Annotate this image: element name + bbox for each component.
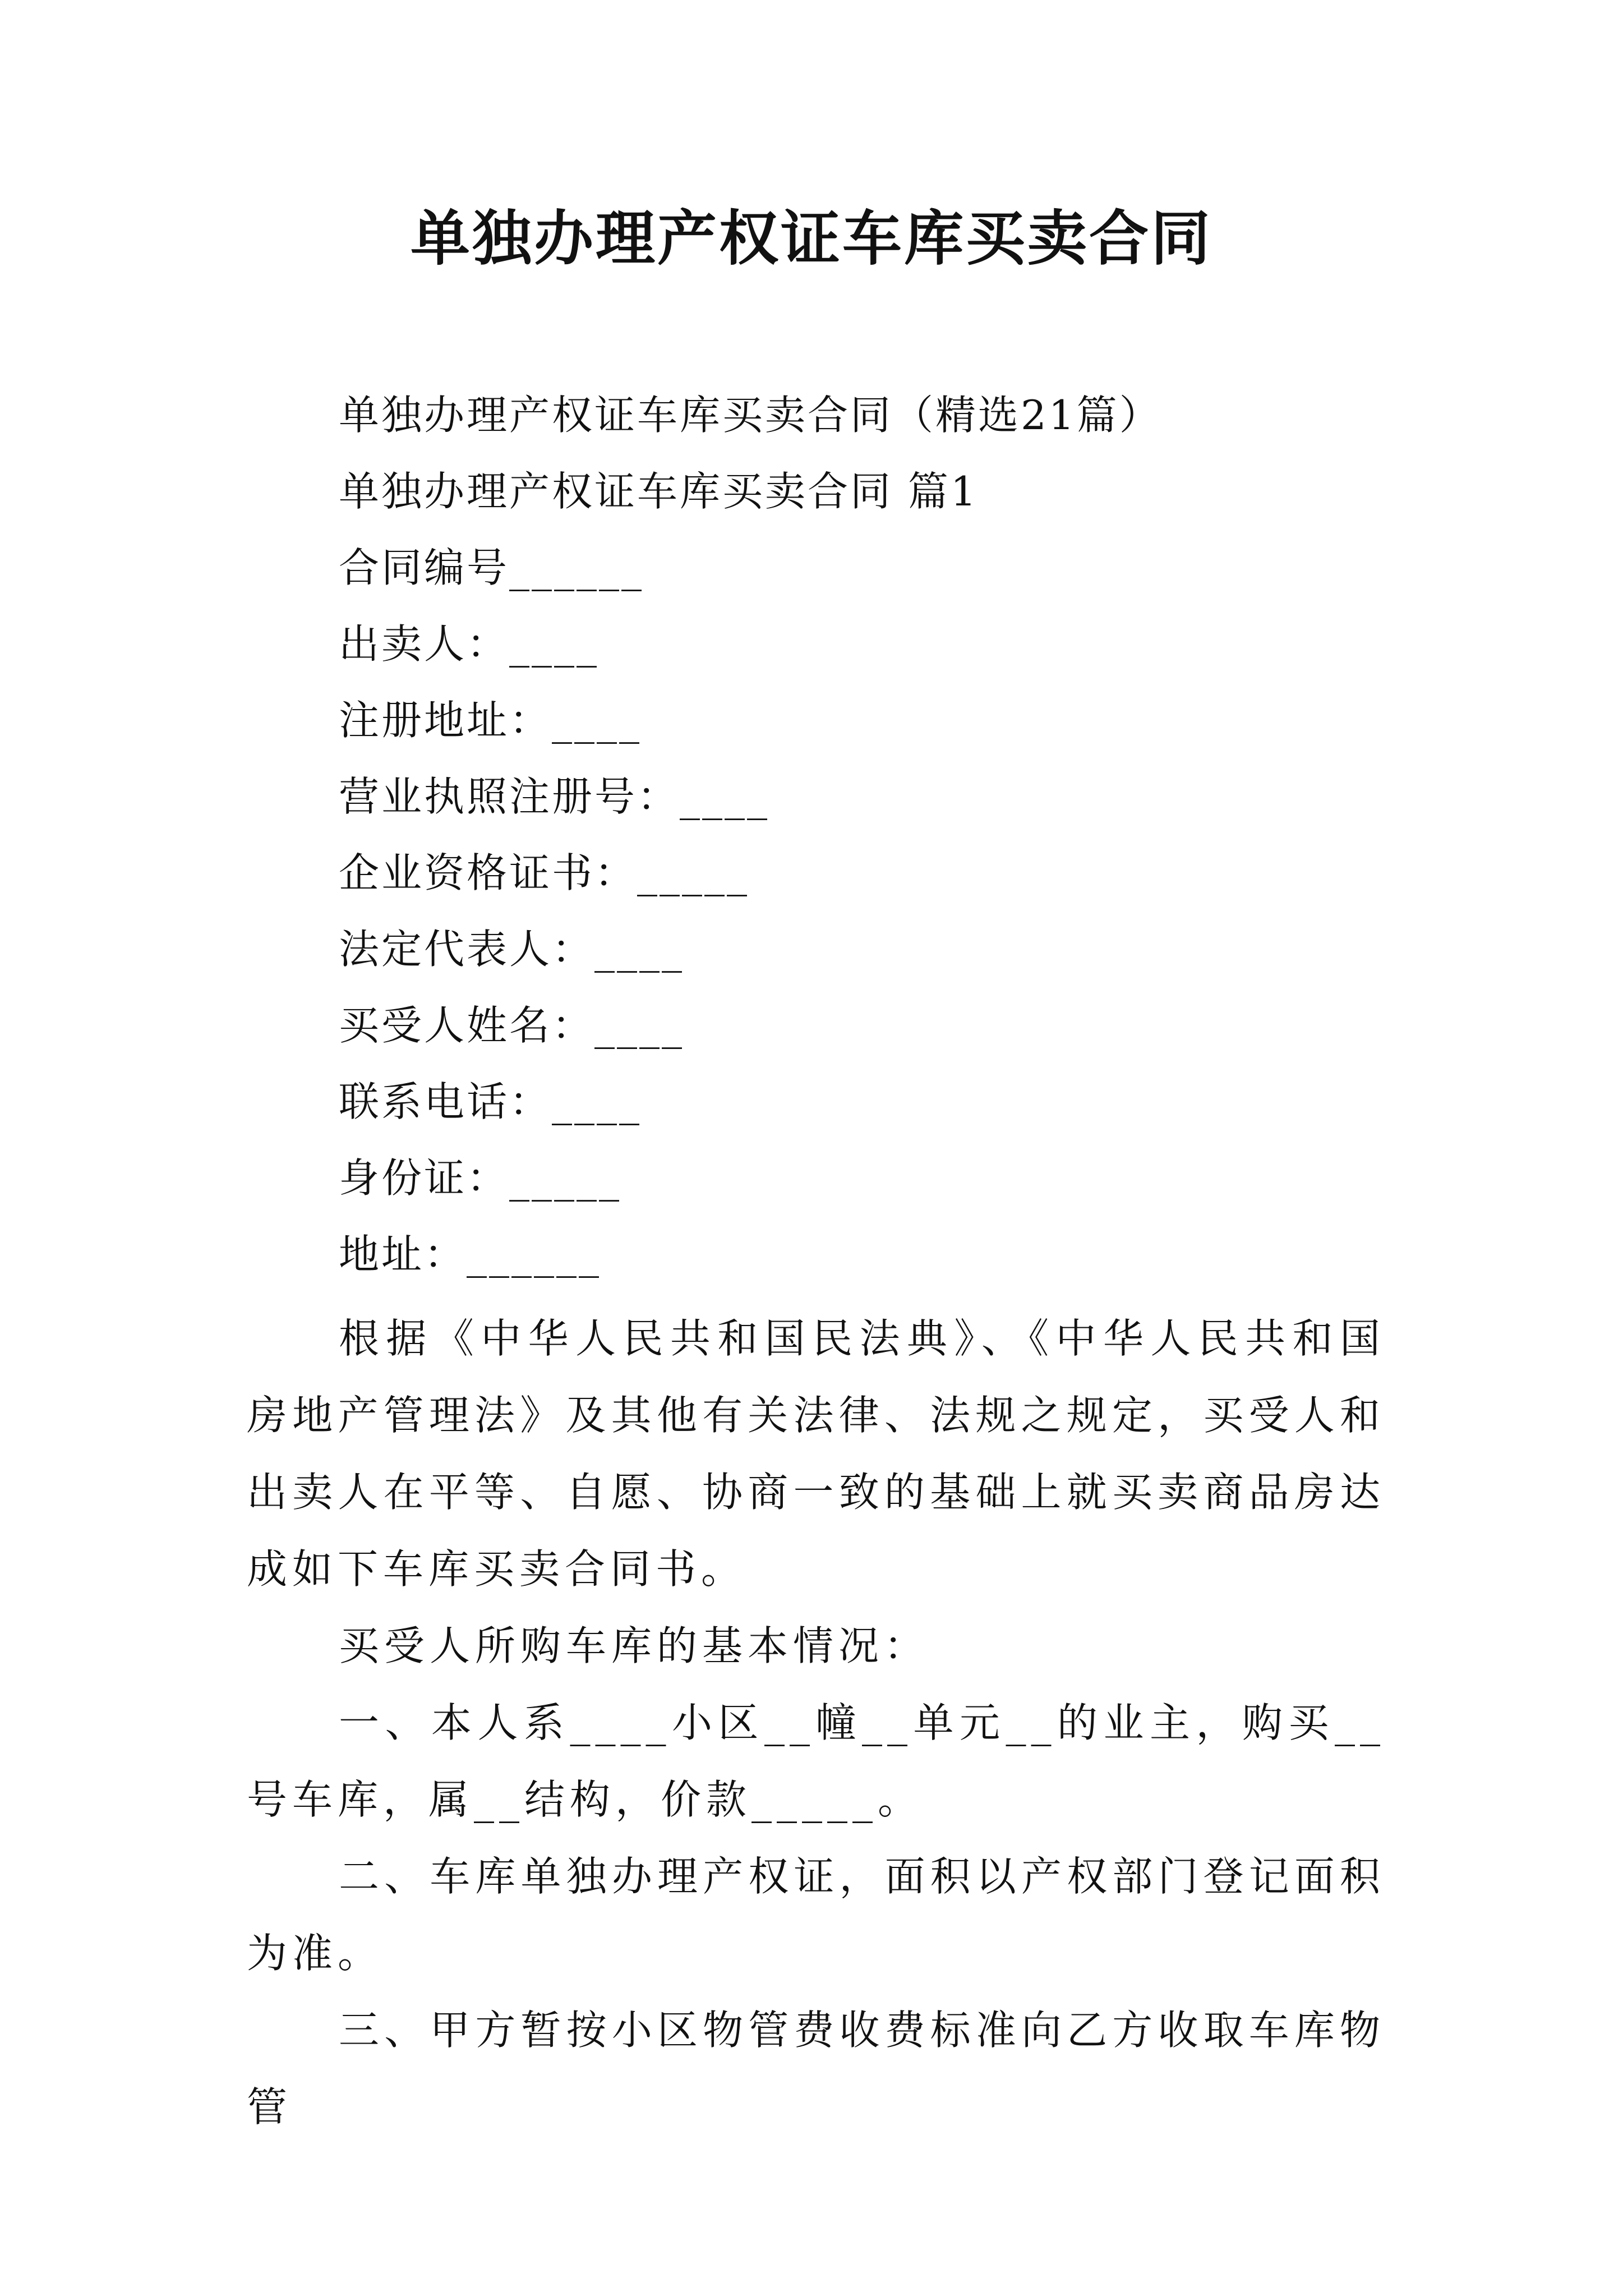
field-legal-representative: 法定代表人：____ (339, 926, 685, 973)
paragraph-garage-basics: 买受人所购车库的基本情况： (339, 1622, 930, 1669)
field-registered-address: 注册地址：____ (339, 697, 642, 744)
paragraph-legal-basis: 根据《中华人民共和国民法典》、《中华人民共和国房地产管理法》及其他有关法律、法规之规定，买受人和出卖人在平等、自愿、协商一致的基础上就买卖商品房达成如下车库买卖合同书。 (247, 1315, 1385, 1593)
field-business-license: 营业执照注册号：____ (339, 773, 770, 820)
paragraph-clause-1: 一、本人系____小区__幢__单元__的业主，购买__号车库，属__结构，价款_____。 (247, 1699, 1385, 1823)
field-phone: 联系电话：____ (339, 1078, 642, 1125)
field-id-card: 身份证：_____ (339, 1154, 622, 1202)
paragraph-clause-2: 二、车库单独办理产权证，面积以产权部门登记面积为准。 (247, 1853, 1385, 1977)
document-title: 单独办理产权证车库买卖合同 (411, 203, 1212, 273)
field-address: 地址：______ (339, 1231, 602, 1278)
field-seller: 出卖人：____ (339, 620, 600, 668)
field-qualification-certificate: 企业资格证书：_____ (339, 849, 750, 896)
field-contract-number: 合同编号______ (339, 544, 644, 591)
document-subtitle: 单独办理产权证车库买卖合同（精选21篇） (339, 392, 1162, 439)
paragraph-clause-3: 三、甲方暂按小区物管费收费标准向乙方收取车库物管 (247, 2007, 1385, 2131)
chapter-heading: 单独办理产权证车库买卖合同 篇1 (339, 468, 979, 515)
field-buyer-name: 买受人姓名：____ (339, 1002, 685, 1049)
